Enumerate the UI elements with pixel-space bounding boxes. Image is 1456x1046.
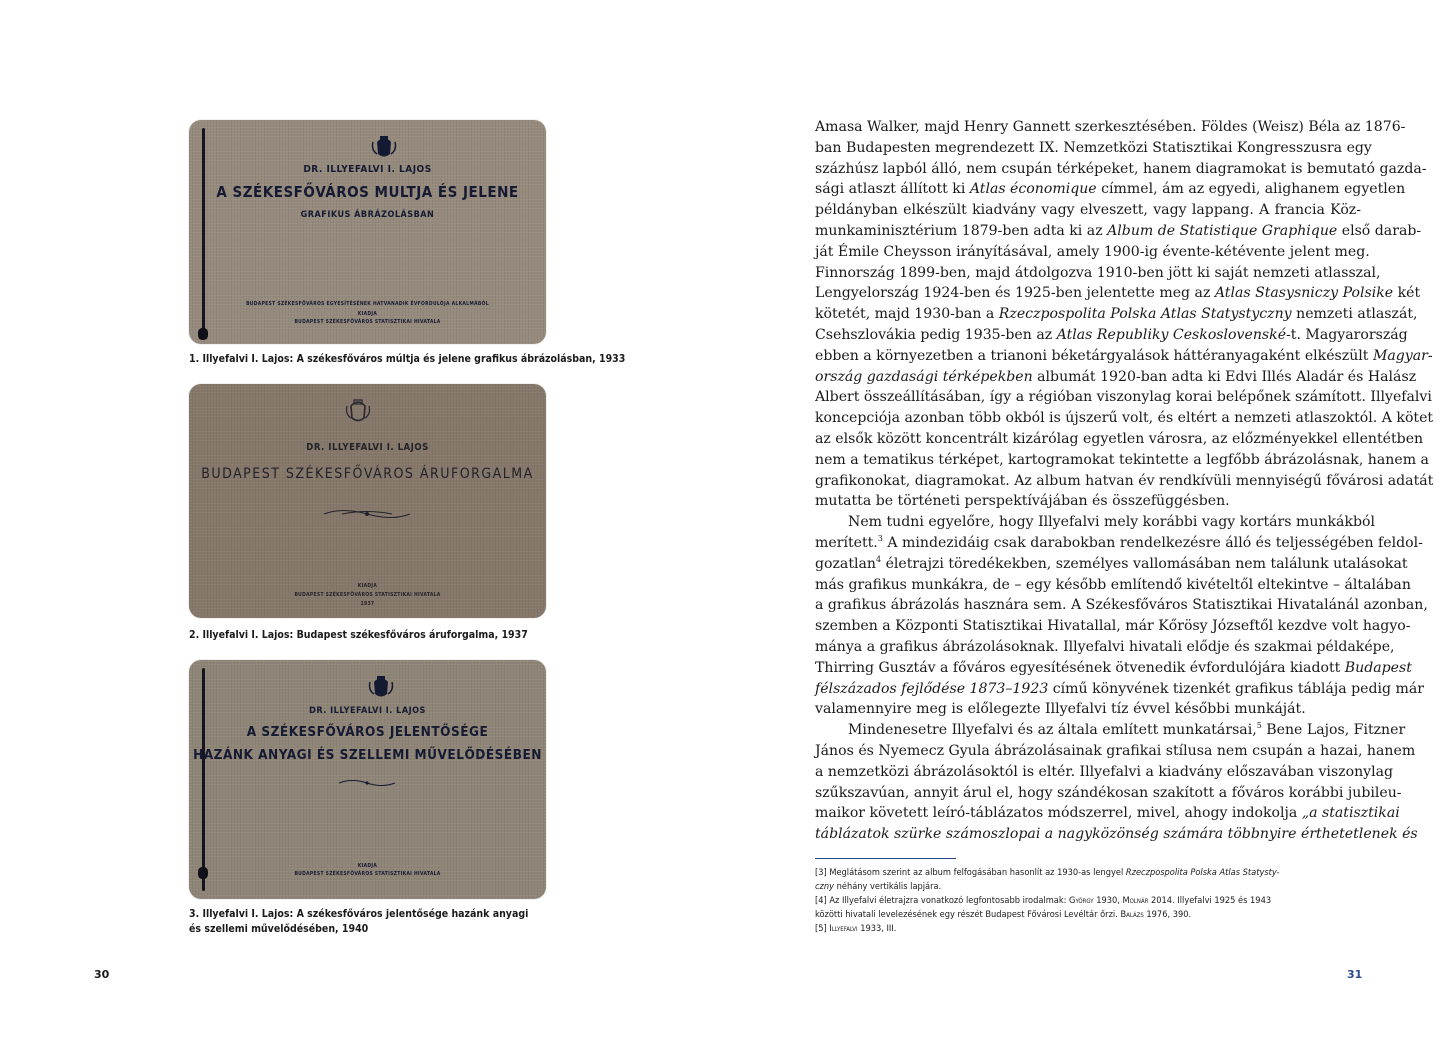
coat-of-arms-icon xyxy=(369,132,399,160)
footnote-ref-5[interactable]: 5 xyxy=(1256,721,1262,731)
text-line: más grafikus munkákra, de – egy később említendő kivételtől eltekintve – általában xyxy=(815,576,1411,593)
text-line: Nem tudni egyelőre, hogy Illyefalvi mely korábbi vagy kortárs munkákból xyxy=(848,514,1376,531)
cover-author: DR. ILLYEFALVI I. LAJOS xyxy=(309,706,426,716)
text-line: Lengyelország 1924-ben és 1925-ben jelentette meg az Atlas Stasysniczy Polsike két xyxy=(815,285,1421,302)
figure-3-caption-line-2: és szellemi művelődésében, 1940 xyxy=(189,923,369,935)
text-line: koncepciója azonban több okból is újszerű volt, és eltért a nemzeti atlaszoktól. A kötet xyxy=(815,410,1434,427)
text-line: merített.$^3$ A mindezidáig csak darabokban rendelkezésre álló és teljességében feldol- xyxy=(815,533,1423,551)
text-line: szűkszavúan, annyit árul el, hogy szándékosan szakított a főváros korábbi jubileu- xyxy=(815,784,1402,801)
text-line: százhúsz lapból álló, nem csupán térképeket, hanem diagramokat is bemutató gazda- xyxy=(815,160,1427,177)
text-line: a nemzetközi ábrázolásoktól is eltér. Illyefalvi a kiadvány előszavában viszonylag xyxy=(815,763,1394,780)
cover-image-1 xyxy=(189,120,546,344)
text-line: példányban elkészült kiadvány vagy elveszett, vagy lappang. A francia Köz- xyxy=(815,202,1361,219)
text-line: János és Nyemecz Gyula ábrázolásainak grafikai stílusa nem csupán a hazai, hanem xyxy=(815,742,1416,759)
text-line: mánya a grafikus ábrázolásoknak. Illyefalvi hivatali elődje és szakmai példaképe, xyxy=(815,638,1395,655)
body-text xyxy=(815,117,1434,845)
text-line: munkaminisztérium 1879-ben adta ki az Album de Statistique Graphique első darab- xyxy=(815,222,1422,239)
text-line: grafikonokat, diagramokat. Az album hatvan év rendkívüli mennyiségű fővárosi adatát xyxy=(815,472,1434,489)
figure-1-caption: 1. Illyefalvi I. Lajos: A székesfőváros múltja és jelene grafikus ábrázolásban, 1933 xyxy=(189,353,626,365)
text-line: szemben a Központi Statisztikai Hivatallal, már Kőrösy Józseftől kezdve volt hagyo- xyxy=(815,618,1411,635)
text-line: gozatlan$^4$ életrajzi töredékekben, személyes vallomásában nem találunk utalásokat xyxy=(815,554,1408,572)
cover-image-3 xyxy=(189,660,546,899)
text-line: sági atlaszt állított ki Atlas économique címmel, ám az egyedi, alighanem egyetlen xyxy=(815,181,1406,198)
tassel xyxy=(198,328,208,340)
footnote-4: [4] Az Illyefalvi életrajzra vonatkozó legfontosabb irodalmak: György 1930, Molnár 2014. Illyefalvi 1925 és 1943 xyxy=(815,895,1272,906)
text-line: félszázados fejlődése 1873–1923 című könyvének tizenkét grafikus táblája pedig már xyxy=(815,680,1424,697)
text-line: valamennyire meg is előlegezte Illyefalvi tíz évvel későbbi munkáját. xyxy=(815,701,1306,718)
cover-image-2 xyxy=(189,384,546,618)
cover-year: 1937 xyxy=(360,601,375,607)
footnote-ref-4[interactable]: 4 xyxy=(876,554,882,564)
text-line: Albert összeállításában, így a régióban viszonylag korai belépőnek számított. Illyefalvi xyxy=(815,389,1432,406)
cover-subtitle: GRAFIKUS ÁBRÁZOLÁSBAN xyxy=(300,210,435,220)
figure-2-caption: 2. Illyefalvi I. Lajos: Budapest székesfőváros áruforgalma, 1937 xyxy=(189,629,528,641)
text-line: Csehszlovákia pedig 1935-ben az Atlas Republiky Ceskoslovenské-t. Magyarország xyxy=(815,326,1408,343)
text-line: Amasa Walker, majd Henry Gannett szerkesztésében. Földes (Weisz) Béla az 1876- xyxy=(815,119,1406,135)
text-line: mutatta be történeti perspektívájában és összefüggésben. xyxy=(815,493,1230,510)
ornament-icon xyxy=(322,507,412,521)
cover-occasion: BUDAPEST SZÉKESFŐVÁROS EGYESÍTÉSÉNEK HATVANADIK ÉVFORDULÓJA ALKALMÁBÓL xyxy=(246,301,489,307)
cover-title: A SZÉKESFŐVÁROS MULTJA ÉS JELENE xyxy=(216,183,519,201)
cover-author: DR. ILLYEFALVI I. LAJOS xyxy=(306,442,429,453)
text-line: ját Émile Cheysson irányításával, amely 1900-ig évente-kétévente jelent meg. xyxy=(815,243,1370,260)
cover-subtitle: HAZÁNK ANYAGI ÉS SZELLEMI MŰVELŐDÉSÉBEN xyxy=(193,747,542,763)
text-line: kötetét, majd 1930-ban a Rzeczpospolita Polska Atlas Statystyczny nemzeti atlaszát, xyxy=(815,306,1418,323)
cover-publisher: BUDAPEST SZÉKESFŐVÁROS STATISZTIKAI HIVATALA xyxy=(294,319,441,325)
cover-publisher-label: KIADJA xyxy=(357,863,378,869)
footnote-5: [5] Illyefalvi 1933, III. xyxy=(815,923,897,934)
text-line: a grafikus ábrázolás hasznára sem. A Székesfőváros Statisztikai Hivatalánál azonban, xyxy=(815,597,1428,614)
figure-1-book-cover xyxy=(189,120,546,344)
text-line: ban Budapesten megrendezett IX. Nemzetközi Statisztikai Kongresszusra egy xyxy=(815,139,1372,156)
cover-author: DR. ILLYEFALVI I. LAJOS xyxy=(303,164,432,175)
page-number-right: 31 xyxy=(1347,968,1363,981)
page-number-left: 30 xyxy=(94,968,110,981)
cover-publisher-label: KIADJA xyxy=(357,583,378,589)
text-line: ebben a környezetben a trianoni béketárgyalások háttéranyagaként elkészült Magyar- xyxy=(815,347,1433,364)
text-line: Finnország 1899-ben, majd átdolgozva 1910-ben jött ki saját nemzeti atlasszal, xyxy=(815,264,1381,281)
binding-cord xyxy=(202,668,205,891)
text-line: táblázatok szürke számoszlopai a nagyközönség számára többnyire érthetetlenek és xyxy=(815,826,1418,843)
figure-2-book-cover xyxy=(189,384,546,618)
cover-publisher: BUDAPEST SZÉKESFŐVÁROS STATISZTIKAI HIVATALA xyxy=(294,592,441,598)
footnote-4-cont: közötti hivatali levelezésének egy részét Budapest Fővárosi Levéltár őrzi. Balázs 1976, 390. xyxy=(815,909,1192,920)
cover-publisher-label: KIADJA xyxy=(357,311,378,317)
figure-3-book-cover xyxy=(189,660,546,899)
footnote-3-cont: czny néhány vertikális lapjára. xyxy=(815,881,942,892)
text-line: Mindenesetre Illyefalvi és az általa említett munkatársai,$^5$ Bene Lajos, Fitzner xyxy=(848,721,1406,739)
footnote-3: [3] Meglátásom szerint az album felfogásában hasonlít az 1930-as lengyel Rzeczpospolita Polska Atlas Statysty- xyxy=(815,867,1280,878)
text-line: ország gazdasági térképekben albumát 1920-ban adta ki Edvi Illés Aladár és Halász xyxy=(815,368,1417,385)
ornament-icon xyxy=(337,778,397,788)
coat-of-arms-icon xyxy=(366,672,396,700)
text-line: nem a tematikus térképet, kartogramokat tekintette a legfőbb ábrázolásnak, hanem a xyxy=(815,451,1429,468)
cover-publisher: BUDAPEST SZÉKESFŐVÁROS STATISZTIKAI HIVATALA xyxy=(294,871,441,877)
figure-3-caption-line-1: 3. Illyefalvi I. Lajos: A székesfőváros jelentősége hazánk anyagi xyxy=(189,908,529,920)
footnote-ref-3[interactable]: 3 xyxy=(877,533,883,543)
cover-title: BUDAPEST SZÉKESFŐVÁROS ÁRUFORGALMA xyxy=(201,466,534,482)
text-line: maikor követett leíró-táblázatos módszerrel, mivel, ahogy indokolja „a statisztikai xyxy=(815,805,1400,822)
footnote-rule xyxy=(815,858,956,859)
cover-title: A SZÉKESFŐVÁROS JELENTŐSÉGE xyxy=(246,724,489,740)
text-line: az elsők között koncentrált kizárólag egyetlen városra, az előzményekkel ellentétben xyxy=(815,430,1424,447)
coat-of-arms-icon xyxy=(343,396,373,424)
text-line: Thirring Gusztáv a főváros egyesítésének ötvenedik évfordulójára kiadott Budapest xyxy=(815,659,1412,676)
footnotes xyxy=(815,866,1361,936)
